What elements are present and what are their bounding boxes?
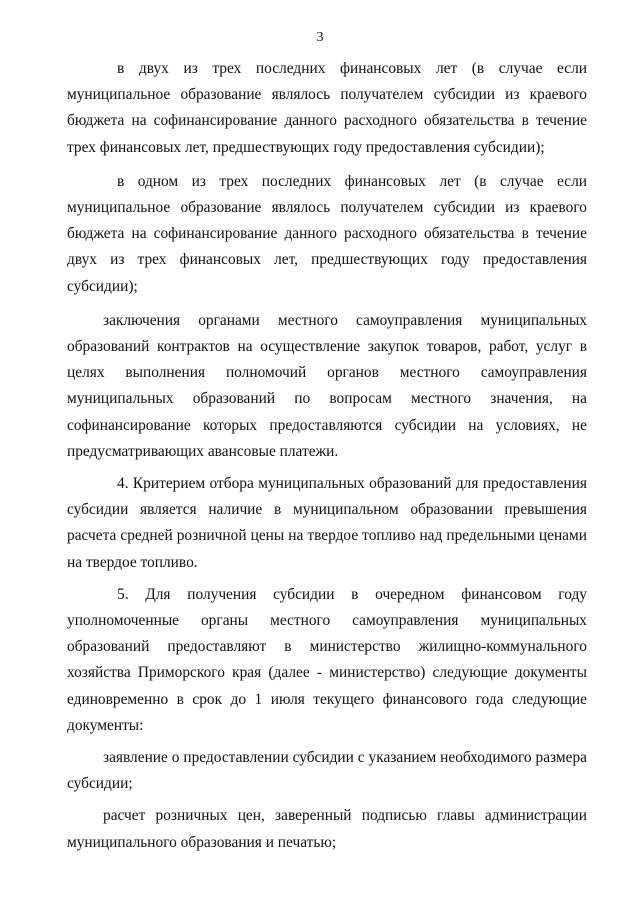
paragraph-condition-one-of-three-years: в одном из трех последних финансовых лет (в случае если муниципальное образование являлось получателем субсидии из краевого бюджета на софинансирование данного расходного обязательства в течение двух из трех финансовых лет, предшествующих году предоставления субсидии); [67,172,587,295]
document-body [67,56,587,856]
paragraph-price-calculation-item: расчет розничных цен, заверенный подписью главы администрации муниципального образования и печатью; [67,807,587,851]
paragraph-documents-submission: 5. Для получения субсидии в очередном финансовом году уполномоченные органы местного самоуправления муниципальных образований предоставляют в министерство жилищно-коммунального хозяйства Приморского края (далее - министерство) следующие документы единовременно в срок до 1 июля текущего финансового года следующие документы: [67,585,587,734]
paragraph-application-item: заявление о предоставлении субсидии с указанием необходимого размера субсидии; [67,749,587,793]
paragraph-condition-two-of-three-years: в двух из трех последних финансовых лет (в случае если муниципальное образование являлось получателем субсидии из краевого бюджета на софинансирование данного расходного обязательства в течение трех финансовых лет, предшествующих году предоставления субсидии); [67,60,587,156]
paragraph-selection-criterion: 4. Критерием отбора муниципальных образований для предоставления субсидии является наличие в муниципальном образовании превышения расчета средней розничной цены на твердое топливо над предельными ценами на твердое топливо. [67,475,587,571]
paragraph-contracts-condition: заключения органами местного самоуправления муниципальных образований контрактов на осуществление закупок товаров, работ, услуг в целях выполнения полномочий органов местного самоуправления муниципальных образований по вопросам местного значения, на софинансирование которых предоставляются субсидии на условиях, не предусматривающих авансовые платежи. [67,311,587,460]
page-number: 3 [316,30,324,45]
